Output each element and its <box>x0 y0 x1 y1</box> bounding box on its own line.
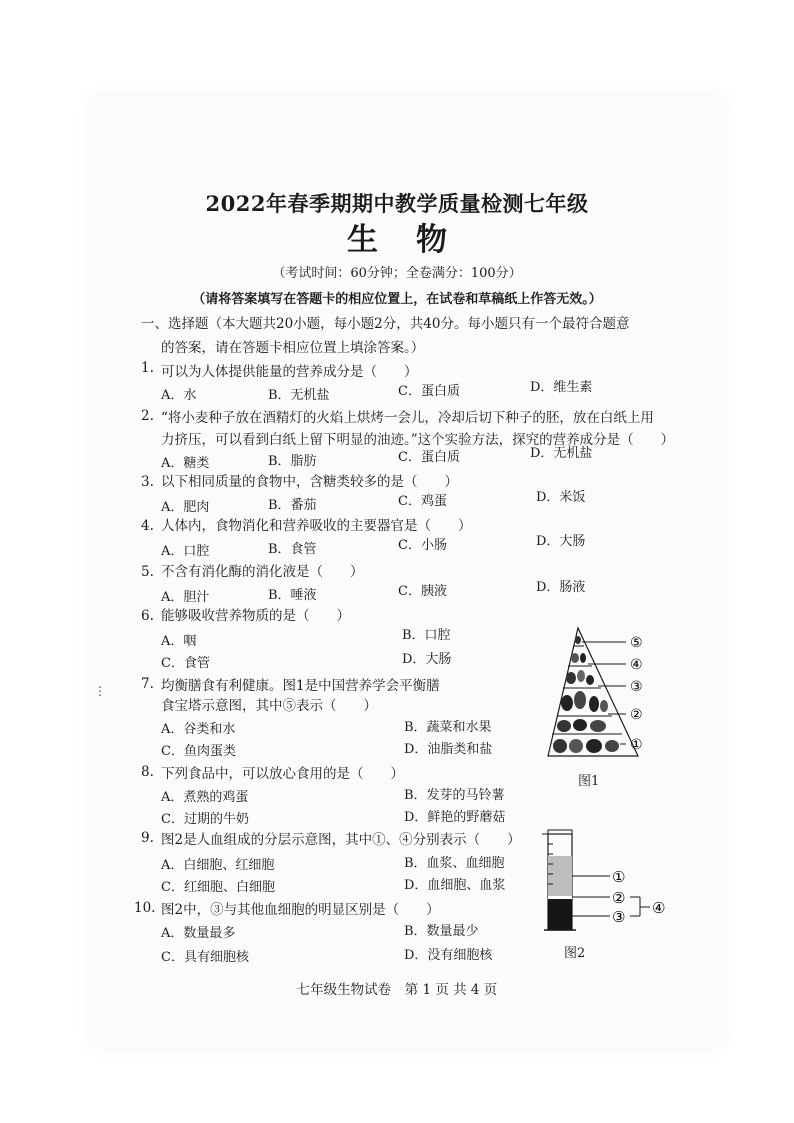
question-2-number: 2. <box>141 408 154 424</box>
q1-option-c: C．蛋白质 <box>398 384 460 399</box>
question-4-number: 4. <box>141 518 154 534</box>
section-heading: 一、选择题（本大题共20小题，每小题2分，共40分。每小题只有一个最符合题意 <box>141 316 630 332</box>
q2-option-b: B．脂肪 <box>268 454 317 469</box>
q2-option-c: C．蛋白质 <box>398 450 460 465</box>
question-6-number: 6. <box>141 608 154 624</box>
q10-option-b: B．数量最少 <box>404 924 479 939</box>
q8-option-a: A．煮熟的鸡蛋 <box>161 790 249 805</box>
fig2-marker-3: ③ <box>612 908 626 926</box>
q1-option-b: B．无机盐 <box>268 388 330 403</box>
q9-option-b: B．血浆、血细胞 <box>404 856 505 871</box>
q5-option-b: B．唾液 <box>268 588 317 603</box>
question-7-stem-cont: 食宝塔示意图，其中⑤表示（ ） <box>161 698 377 714</box>
question-10-number: 10. <box>134 900 156 916</box>
q10-option-a: A．数量最多 <box>161 926 236 941</box>
q10-option-c: C．具有细胞核 <box>161 950 249 965</box>
q5-option-c: C．胰液 <box>398 584 447 599</box>
section-heading-cont: 的答案，请在答题卡相应位置上填涂答案。） <box>161 340 425 356</box>
figure-2-blood-layers <box>536 826 696 942</box>
q7-option-d: D．油脂类和盐 <box>404 742 493 757</box>
q5-option-d: D．肠液 <box>536 580 586 595</box>
question-5-stem: 不含有消化酶的消化液是（ ） <box>161 564 364 580</box>
q9-option-d: D．血细胞、血浆 <box>404 878 506 893</box>
q10-option-d: D．没有细胞核 <box>404 948 493 963</box>
q1-option-a: A．水 <box>161 388 197 403</box>
fig2-marker-2: ② <box>612 889 626 907</box>
q6-option-c: C．食管 <box>161 656 210 671</box>
q4-option-c: C．小肠 <box>398 538 447 553</box>
question-5-number: 5. <box>141 564 154 580</box>
q8-option-c: C．过期的牛奶 <box>161 812 249 827</box>
question-6-stem: 能够吸收营养物质的是（ ） <box>161 608 350 624</box>
exam-title: 2022年春季期期中教学质量检测七年级 <box>205 191 589 216</box>
q8-option-d: D．鲜艳的野蘑菇 <box>404 810 506 825</box>
page-footer: 七年级生物试卷 第 1 页 共 4 页 <box>296 982 498 998</box>
question-1-stem: 可以为人体提供能量的营养成分是（ ） <box>161 364 418 380</box>
q2-option-d: D．无机盐 <box>530 446 593 461</box>
question-8-stem: 下列食品中，可以放心食用的是（ ） <box>161 766 404 782</box>
question-9-number: 9. <box>141 830 154 846</box>
q9-option-c: C．红细胞、白细胞 <box>161 880 275 895</box>
q6-option-b: B．口腔 <box>402 628 451 643</box>
question-10-stem: 图2中，③与其他血细胞的明显区别是（ ） <box>161 902 440 918</box>
question-9-stem: 图2是人血组成的分层示意图，其中①、④分别表示（ ） <box>161 832 521 848</box>
fig2-marker-1: ① <box>612 868 626 886</box>
figure-1-food-pyramid <box>540 626 690 766</box>
q9-option-a: A．白细胞、红细胞 <box>161 858 275 873</box>
q8-option-b: B．发芽的马铃薯 <box>404 788 505 803</box>
q2-option-a: A．糖类 <box>161 456 210 471</box>
q5-option-a: A．胆汁 <box>161 590 210 605</box>
fig2-marker-4: ④ <box>652 899 666 917</box>
q1-option-d: D．维生素 <box>530 380 593 395</box>
question-3-number: 3. <box>141 474 154 490</box>
fig1-marker-2: ② <box>630 707 643 723</box>
q3-option-a: A．肥肉 <box>161 500 210 515</box>
figure-2-label: 图2 <box>564 946 586 961</box>
question-7-stem: 均衡膳食有利健康。图1是中国营养学会平衡膳 <box>161 678 440 694</box>
q3-option-b: B．番茄 <box>268 498 317 513</box>
question-8-number: 8. <box>141 764 154 780</box>
margin-dot: ⋮ <box>94 684 106 698</box>
exam-info: （考试时间：60分钟；全卷满分：100分） <box>272 266 522 281</box>
fig1-marker-1: ① <box>630 737 643 753</box>
question-2-stem-cont: 力挤压，可以看到白纸上留下明显的油迹。”这个实验方法，探究的营养成分是（ ） <box>161 432 675 448</box>
q6-option-a: A．咽 <box>161 634 197 649</box>
question-3-stem: 以下相同质量的食物中，含糖类较多的是（ ） <box>161 474 458 490</box>
question-4-stem: 人体内，食物消化和营养吸收的主要器官是（ ） <box>161 518 472 534</box>
q7-option-c: C．鱼肉蛋类 <box>161 744 236 759</box>
q6-option-d: D．大肠 <box>402 652 452 667</box>
fig1-marker-5: ⑤ <box>630 635 643 651</box>
question-2-stem: “将小麦种子放在酒精灯的火焰上烘烤一会儿，冷却后切下种子的胚，放在白纸上用 <box>161 410 654 426</box>
q4-option-d: D．大肠 <box>536 534 586 549</box>
question-7-number: 7. <box>141 676 154 692</box>
q7-option-a: A．谷类和水 <box>161 722 236 737</box>
fig1-marker-4: ④ <box>630 657 643 673</box>
subject-title: 生物 <box>347 222 485 258</box>
fig1-marker-3: ③ <box>630 679 643 695</box>
q4-option-b: B．食管 <box>268 542 317 557</box>
q7-option-b: B．蔬菜和水果 <box>404 720 492 735</box>
question-1-number: 1. <box>141 360 154 376</box>
q4-option-a: A．口腔 <box>161 544 210 559</box>
answer-notice: （请将答案填写在答题卡的相应位置上，在试卷和草稿纸上作答无效。） <box>192 292 602 307</box>
q3-option-d: D．米饭 <box>536 490 586 505</box>
figure-1-label: 图1 <box>578 774 600 789</box>
q3-option-c: C．鸡蛋 <box>398 494 447 509</box>
